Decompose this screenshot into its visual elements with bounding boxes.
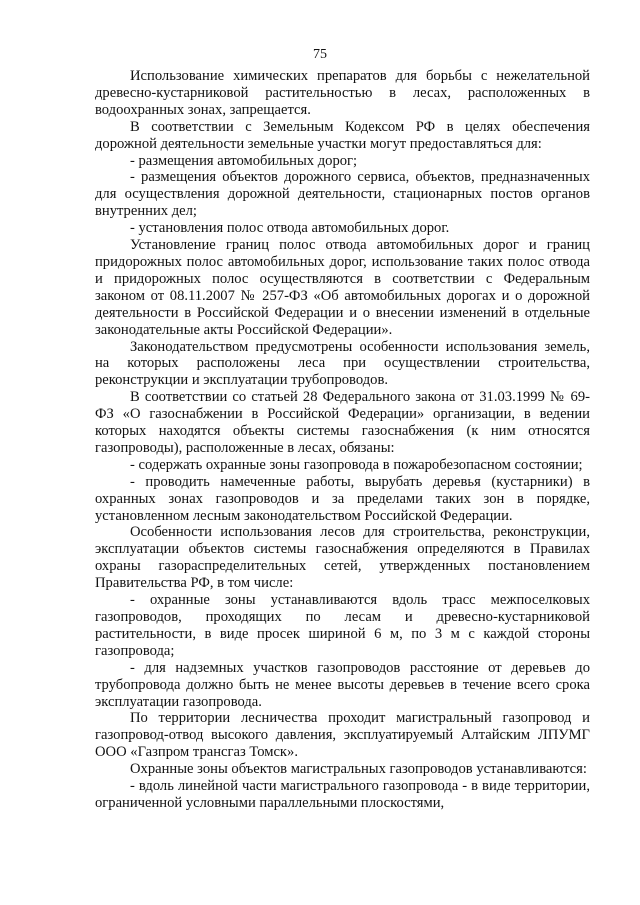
paragraph: - размещения объектов дорожного сервиса, объектов, предназначенных для осуществления дорожной деятельности, стационарных постов органов внутренних дел;	[95, 169, 590, 220]
document-body	[95, 68, 590, 812]
paragraph: - охранные зоны устанавливаются вдоль трасс межпоселковых газопроводов, проходящих по лесам и древесно-кустарниковой растительности, в виде просек шириной 6 м, по 3 м с каждой стороны газопровода;	[95, 592, 590, 659]
paragraph: Особенности использования лесов для строительства, реконструкции, эксплуатации объектов системы газоснабжения определяются в Правилах охраны газораспределительных сетей, утвержденных постановлением Правительства РФ, в том числе:	[95, 524, 590, 592]
paragraph: Установление границ полос отвода автомобильных дорог и границ придорожных полос автомобильных дорог, использование таких полос отвода и придорожных полос осуществляются в соответствии с Федеральным законом от 08.11.2007 № 257-ФЗ «Об автомобильных дорогах и о дорожной деятельности в Российской Федерации и о внесении изменений в отдельные законодательные акты Российской Федерации».	[95, 237, 590, 338]
page-number: 75	[313, 47, 327, 62]
paragraph: - проводить намеченные работы, вырубать деревья (кустарники) в охранных зонах газопроводов и за пределами таких зон в порядке, установленном лесным законодательством Российской Федерации.	[95, 473, 590, 524]
paragraph: - установления полос отвода автомобильных дорог.	[130, 220, 450, 237]
paragraph: Использование химических препаратов для борьбы с нежелательной древесно-кустарниковой растительностью в лесах, расположенных в водоохранных зонах, запрещается.	[95, 68, 590, 118]
paragraph: - вдоль линейной части магистрального газопровода - в виде территории, ограниченной условными параллельными плоскостями,	[95, 778, 590, 811]
paragraph: - содержать охранные зоны газопровода в пожаробезопасном состоянии;	[130, 456, 583, 473]
paragraph: Законодательством предусмотрены особенности использования земель, на которых расположены леса при осуществлении строительства, реконструкции и эксплуатации трубопроводов.	[95, 338, 590, 389]
paragraph: - для надземных участков газопроводов расстояние от деревьев до трубопровода должно быть не менее высоты деревьев в течение всего срока эксплуатации газопровода.	[95, 659, 590, 710]
paragraph: По территории лесничества проходит магистральный газопровод и газопровод-отвод высокого давления, эксплуатируемый Алтайским ЛПУМГ ООО «Газпром трансгаз Томск».	[95, 710, 590, 761]
paragraph: Охранные зоны объектов магистральных газопроводов устанавливаются:	[130, 761, 587, 778]
paragraph: - размещения автомобильных дорог;	[130, 152, 358, 169]
paragraph: В соответствии со статьей 28 Федерального закона от 31.03.1999 № 69-ФЗ «О газоснабжении в Российской Федерации» организации, в ведении которых находятся объекты системы газоснабжения (к ним относятся газопроводы), расположенные в лесах, обязаны:	[95, 389, 590, 456]
paragraph: В соответствии с Земельным Кодексом РФ в целях обеспечения дорожной деятельности земельные участки могут предоставляться для:	[95, 118, 590, 152]
